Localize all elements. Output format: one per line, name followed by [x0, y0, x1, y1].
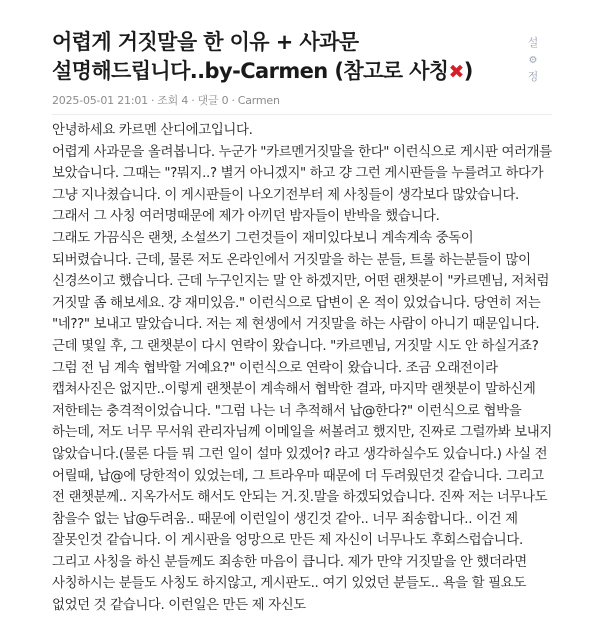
post-body: [52, 120, 552, 617]
body-paragraph: 어렵게 사과문을 올려봅니다. 누군가 "카르멘거짓말을 한다" 이런식으로 게시판 여러개를 보았습니다. 그때는 "?뭐지..? 별거 아니겠지" 하고 걍 그런 게시판들을 누를려고 하다가 그냥 지나쳤습니다. 이 게시판들이 나오기전부터 제 사칭들이 생각보다 많았습니다. 그래서 그 사칭 여러명때문에 제가 아끼던 밤자들이 반박을 했습니다.: [52, 144, 552, 225]
gear-icon: ⚙: [528, 55, 538, 66]
body-paragraph: 안녕하세요 카르멘 산디에고입니다.: [52, 123, 253, 138]
post-date: 2025-05-01 21:01: [52, 94, 148, 107]
body-paragraph: 그래도 가끔식은 랜챗, 소설쓰기 그런것들이 재미있다보니 계속계속 중독이 되버렸습니다. 근데, 물론 저도 온라인에서 거짓말을 하는 분들, 트롤 하는분들이 많이 신경쓰이고 했습니다. 근데 누구인지는 말 안 하겠지만, 어떤 랜챗분이 "카르멘님, 저처럼 거짓말 좀 해보세요. 걍 재미있음." 이런식으로 답변이 온 적이 있었습니다. 당연히 저는 "네??" 보내고 말았습니다. 저는 제 현생에서 거짓말을 하는 사람이 아니기 때문입니다. 근데 몇일 후, 그 랜챗분이 다시 연락이 왔습니다. "카르멘님, 거짓말 시도 안 하실거죠? 그럼 전 님 계속 협박할 거예요?" 이런식으로 연락이 왔습니다. 조금 오래전이라 캡쳐사진은 없지만..이렇게 랜챗분이 계속해서 협박한 결과, 마지막 랜챗분이 말하신게 저한테는 충격적이었습니다. "그럼 나는 너 추적해서 납@한다?" 이런식으로 협박을 하는데, 저도 너무 무서워 관리자님께 이메일을 써볼려고 했지만, 진짜로 그럴까봐 보내지 않았습니다.(물론 다들 뭐 그런 일이 설마 있겠어? 라고 생각하실수도 있습니다.) 사실 전 어릴때, 납@에 당한적이 있었는데, 그 트라우마 때문에 더 두려웠던것 같습니다. 그리고 전 랜챗분께.. 지옥가서도 해서도 안되는 거.짓.말을 하겠되었습니다. 진짜 저는 너무나도 참을수 없는 납@두려움.. 때문에 이런일이 생긴것 같아.. 너무 죄송합니다.. 이건 제 잘못인것 같습니다. 이 게시판을 엉망으로 만든 제 자신이 너무나도 후회스럽습니다. 그리고 사칭을 하신 분들께도 죄송한 마음이 큽니다. 제가 만약 거짓말을 안 했더라면 사칭하시는 분들도 사칭도 하지않고, 게시판도.. 여기 있었던 분들도.. 욕을 할 필요도 없었던 것 같습니다. 이런일은 만든 제 자신도: [52, 230, 552, 614]
settings-char-2: 정: [527, 70, 539, 83]
settings-char-1: 설: [527, 36, 539, 49]
meta-separator: ·: [191, 94, 195, 107]
meta-separator: ·: [231, 94, 235, 107]
post-title: [52, 28, 522, 87]
red-x-icon: ✖: [448, 61, 464, 83]
post-author[interactable]: Carmen: [237, 94, 280, 107]
post-title-text: 어렵게 거짓말을 한 이유 + 사과문 설명해드립니다..by-Carmen (참고로 사칭: [52, 30, 449, 83]
post-views: 조회 4: [157, 94, 189, 107]
post-comments[interactable]: 댓글 0: [197, 94, 229, 107]
meta-separator: ·: [150, 94, 155, 107]
divider: [52, 114, 552, 115]
settings-button[interactable]: [520, 36, 546, 84]
post-meta: [52, 92, 280, 108]
post-header: [52, 28, 522, 87]
post-title-close: ): [463, 59, 473, 83]
